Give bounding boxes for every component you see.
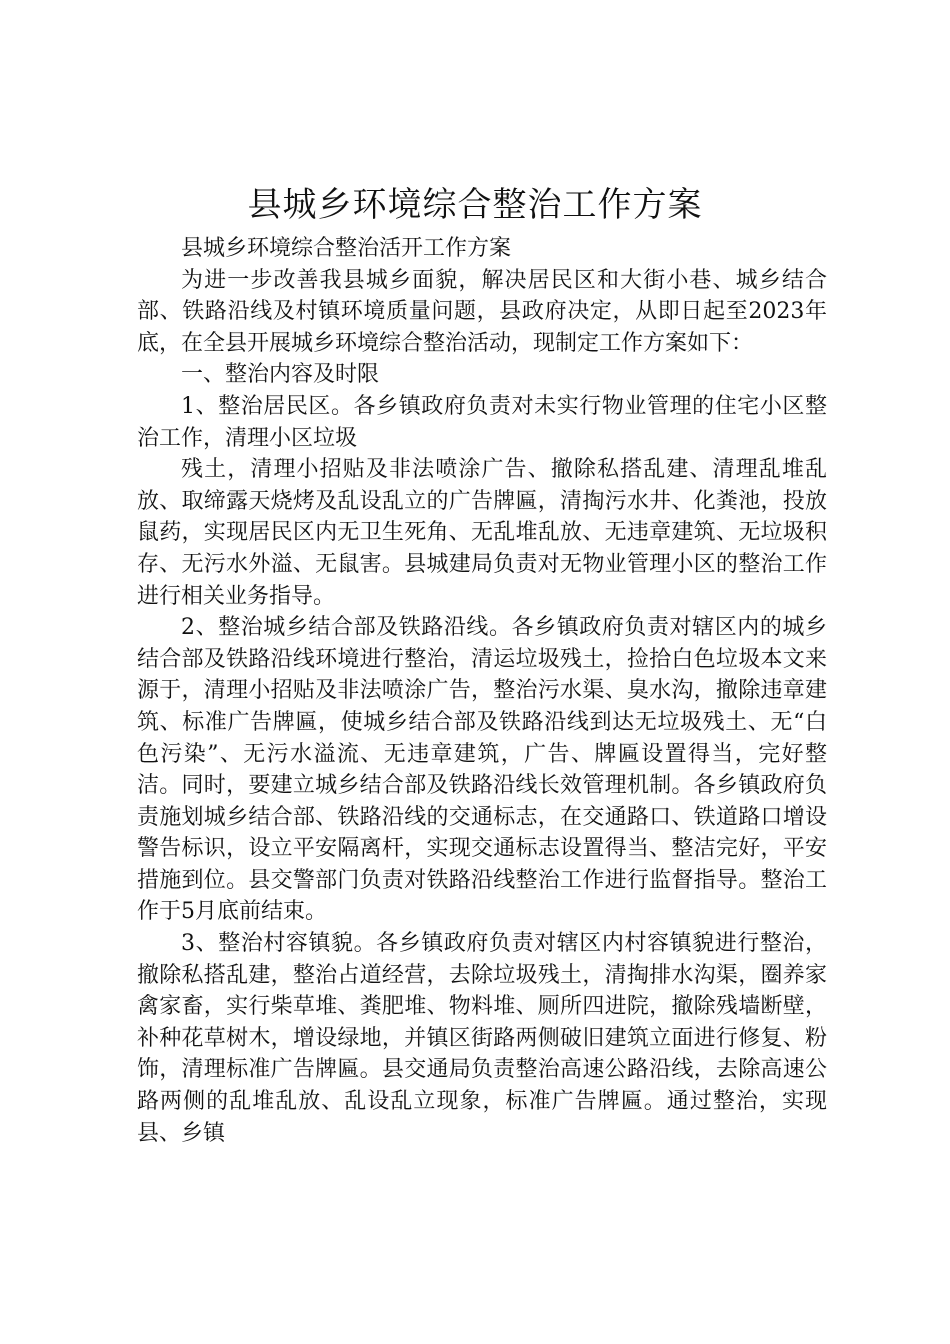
document-body: [137, 233, 827, 1149]
item-3-paragraph: 3、整治村容镇貌。各乡镇政府负责对辖区内村容镇貌进行整治，撤除私搭乱建，整治占道经营，去除垃圾残土，清掏排水沟渠，圈养家禽家畜，实行柴草堆、粪肥堆、物料堆、厕所四进院，撤除残墙断壁，补种花草树木，增设绿地，并镇区街路两侧破旧建筑立面进行修复、粉饰，清理标准广告牌匾。县交通局负责整治高速公路沿线，去除高速公路两侧的乱堆乱放、乱设乱立现象，标准广告牌匾。通过整治，实现县、乡镇: [137, 931, 827, 1146]
document-title: 县城乡环境综合整治工作方案: [247, 185, 703, 225]
subtitle-paragraph: 县城乡环境综合整治活开工作方案: [181, 236, 512, 261]
intro-paragraph: 为进一步改善我县城乡面貌，解决居民区和大街小巷、城乡结合部、铁路沿线及村镇环境质量问题，县政府决定，从即日起至2023年底，在全县开展城乡环境综合整治活动，现制定工作方案如下：: [137, 267, 827, 356]
section-heading: 一、整治内容及时限: [181, 362, 380, 388]
item-2-paragraph: 2、整治城乡结合部及铁路沿线。各乡镇政府负责对辖区内的城乡结合部及铁路沿线环境进行整治，清运垃圾残土，捡拾白色垃圾本文来源于，清理小招贴及非法喷涂广告，整治污水渠、臭水沟，撤除违章建筑、标准广告牌匾，使城乡结合部及铁路沿线到达无垃圾残土、无“白色污染”、无污水溢流、无违章建筑，广告、牌匾设置得当，完好整洁。同时，要建立城乡结合部及铁路沿线长效管理机制。各乡镇政府负责施划城乡结合部、铁路沿线的交通标志，在交通路口、铁道路口增设警告标识，设立平安隔离杆，实现交通标志设置得当、整洁完好，平安措施到位。县交警部门负责对铁路沿线整治工作进行监督指导。整治工作于5月底前结束。: [137, 615, 827, 925]
item-1-continued-paragraph: 残土，清理小招贴及非法喷涂广告、撤除私搭乱建、清理乱堆乱放、取缔露天烧烤及乱设乱立的广告牌匾，清掏污水井、化粪池，投放鼠药，实现居民区内无卫生死角、无乱堆乱放、无违章建筑、无垃圾积存、无污水外溢、无鼠害。县城建局负责对无物业管理小区的整治工作进行相关业务指导。: [137, 457, 827, 609]
item-1-paragraph: 1、整治居民区。各乡镇政府负责对未实行物业管理的住宅小区整治工作，清理小区垃圾: [137, 393, 827, 451]
